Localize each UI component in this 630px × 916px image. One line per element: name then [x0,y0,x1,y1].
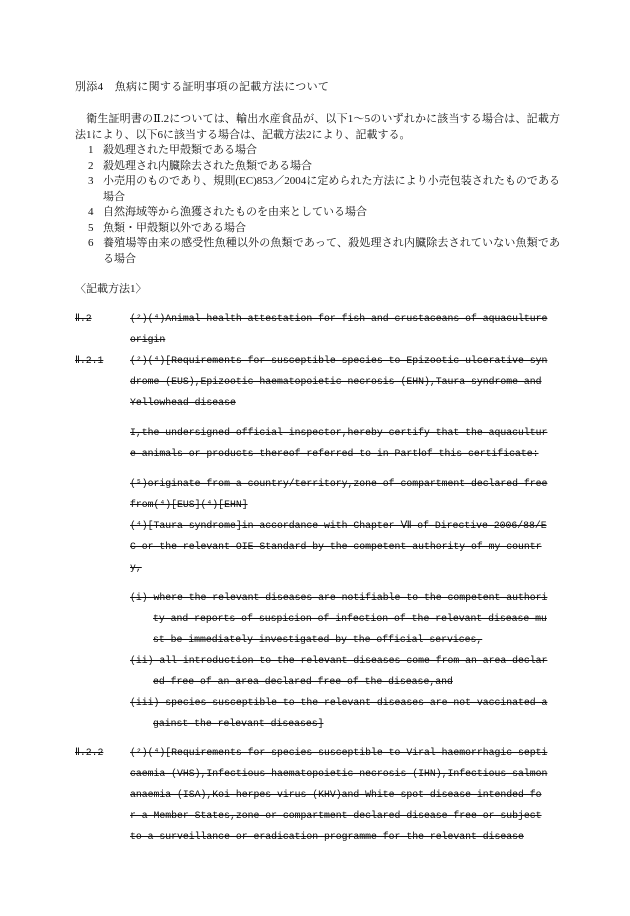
section-body [130,350,560,734]
struck-line: ed free of an area declared free of the disease,and [153,676,453,687]
case-text: 自然海域等から漁獲されたものを由来としている場合 [103,206,367,218]
case-item-3 [88,174,560,205]
struck-line: caemia (VHS),Infectious haematopoietic necrosis (IHN),Infectious salmon [130,768,548,779]
case-number: 2 [88,159,94,172]
struck-line: e animals or products thereof referred to in PartⅠof this certificate: [130,448,539,459]
struck-line: ty and reports of suspicion of infection of the relevant disease mu [153,613,547,624]
struck-line: (²)(⁴)[Requirements for species susceptible to Viral haemorrhagic septi [130,747,548,758]
struck-line: st be immediately investigated by the official services, [153,634,483,645]
case-text: 小売用のものであり、規則(EC)853／2004に定められた方法により小売包装されたものである場合 [103,175,560,203]
struck-line: from(⁴)[EUS](⁴)[EHN] [130,499,248,510]
struck-line: gainst the relevant diseases] [153,718,324,729]
section-II-2-2 [75,742,560,847]
page-title: 別添4 魚病に関する証明事項の記載方法について [75,81,330,93]
section-label: Ⅱ.2.2 [75,747,104,758]
struck-line: y, [130,562,142,573]
struck-line: (²)(⁴)Animal health attestation for fish and crustaceans of aquaculture [130,313,548,324]
struck-line: anaemia (ISA),Koi herpes virus (KHV)and White spot disease intended fo [130,789,542,800]
section-label: Ⅱ.2.1 [75,355,104,366]
case-item-4 [88,205,560,221]
case-number: 3 [88,175,94,187]
case-number: 4 [88,206,94,218]
struck-line: (⁵)originate from a country/territory,zone of compartment declared free [130,478,548,489]
section-II-2-1 [75,350,560,734]
case-list [88,143,560,267]
case-number: 6 [88,237,94,249]
struck-line: (ii) all introduction to the relevant diseases come from an area declar [130,655,548,666]
method1-heading: 〈記載方法1〉 [75,283,147,295]
section-II-2 [75,308,560,350]
case-item-1 [88,143,560,159]
struck-line: (iii) species susceptible to the relevant diseases are not vaccinated a [130,697,548,708]
struck-line: I,the undersigned official inspector,hereby certify that the aquacultur [130,427,548,438]
struck-line: C or the relevant OIE Standard by the competent authority of my countr [130,541,542,552]
struck-line: (⁴)[Taura syndrome]in accordance with Chapter Ⅶ of Directive 2006/88/E [130,520,547,531]
case-text: 魚類・甲殻類以外である場合 [103,221,246,234]
struck-line: (i) where the relevant diseases are notifiable to the competent authori [130,592,548,603]
struck-line: origin [130,334,166,345]
case-item-2 [88,159,560,175]
case-item-6 [88,236,560,267]
intro-paragraph: 衛生証明書のⅡ.2については、輸出水産食品が、以下1〜5のいずれかに該当する場合は、記載方法1により、以下6に該当する場合は、記載方法2により、記載する。 [75,113,560,141]
case-text: 殺処理された甲殻類である場合 [103,144,257,156]
case-text: 養殖場等由来の感受性魚種以外の魚類であって、殺処理され内臓除去されていない魚類である場合 [103,237,560,265]
attestation-text [75,308,560,847]
case-number: 5 [88,221,94,234]
struck-line: to a surveillance or eradication programme for the relevant disease [130,831,524,842]
struck-line: drome (EUS),Epizootic haematopoietic necrosis (EHN),Taura syndrome and [130,376,542,387]
struck-line: Yellowhead disease [130,397,236,408]
case-item-5 [88,221,560,237]
struck-line: r a Member States,zone or compartment declared disease free or subject [130,810,542,821]
section-body [130,308,560,350]
case-number: 1 [88,144,94,156]
section-label: Ⅱ.2 [75,313,92,324]
section-body [130,742,560,847]
struck-line: (²)(⁴)[Requirements for susceptible species to Epizootic ulcerative syn [130,355,548,366]
case-text: 殺処理され内臓除去された魚類である場合 [103,159,312,172]
